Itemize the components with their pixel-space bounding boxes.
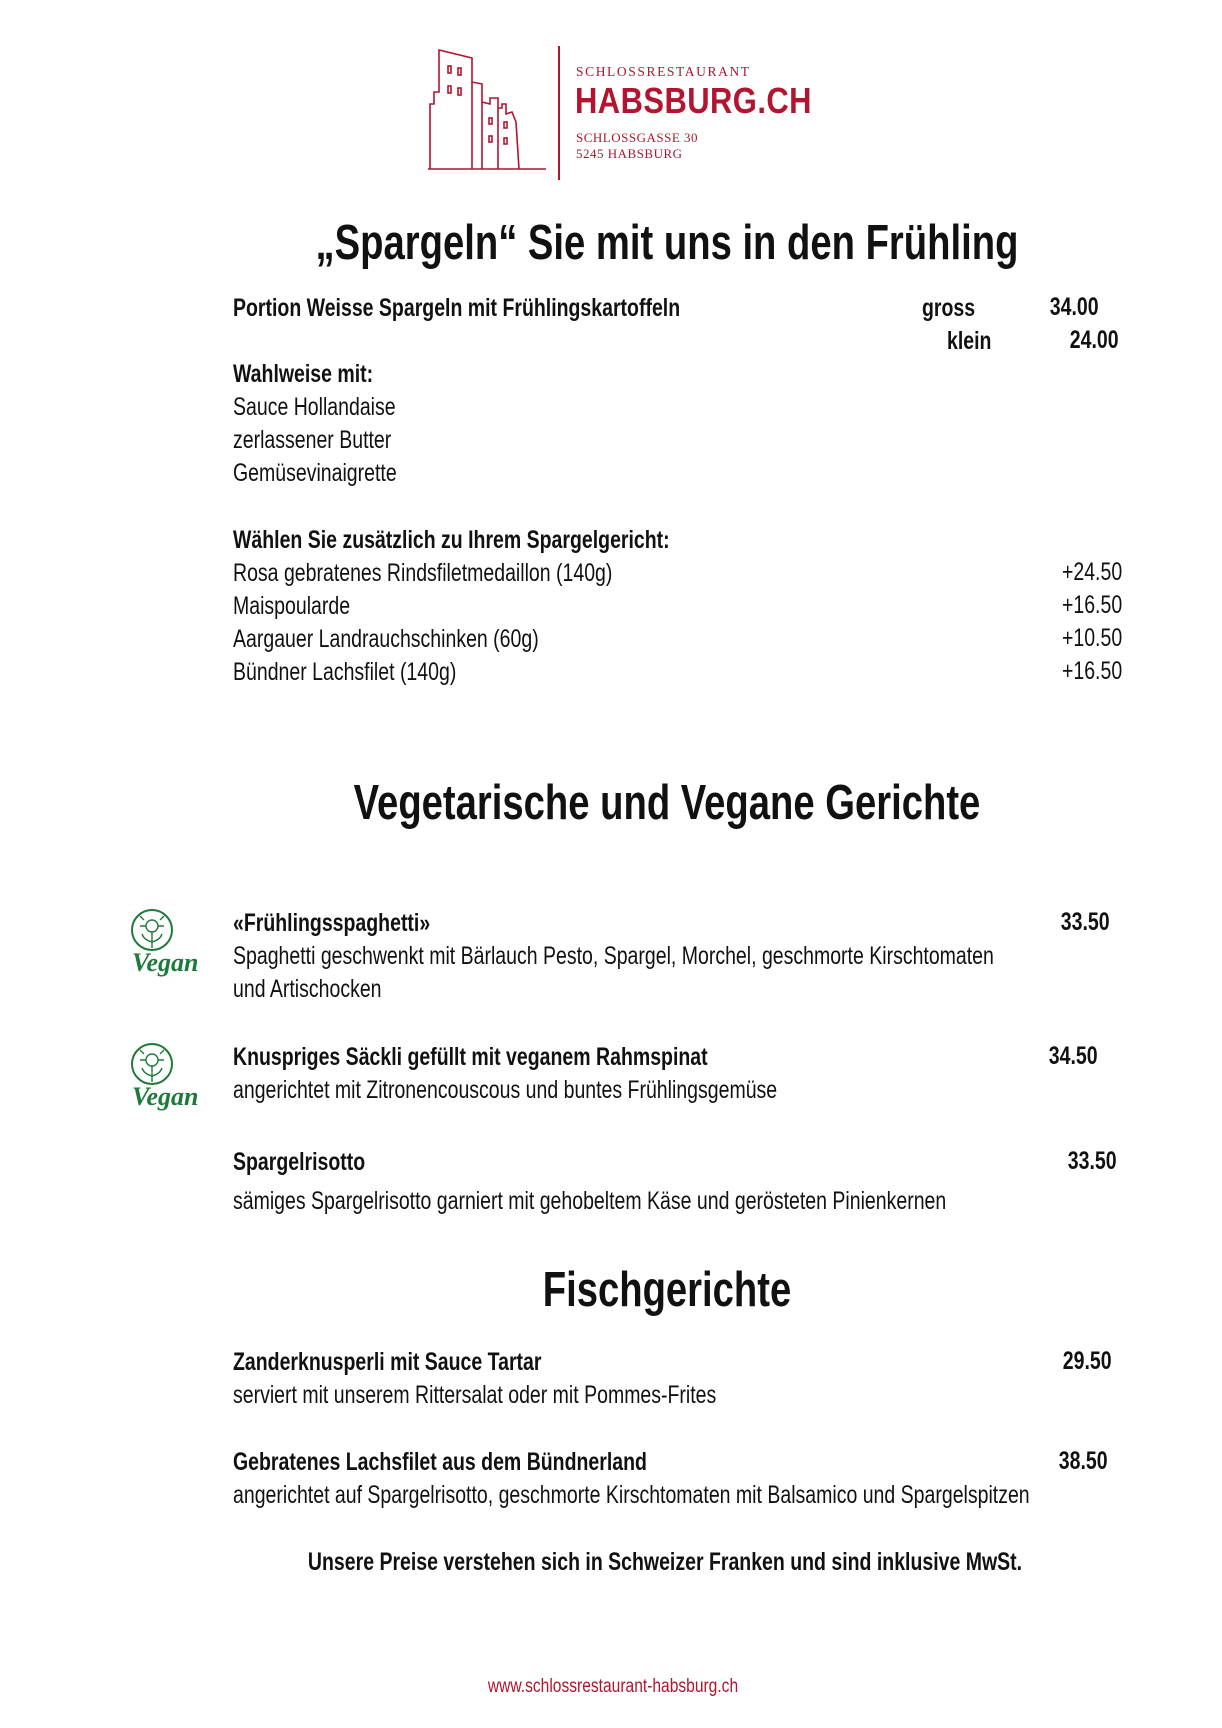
portion-label: Portion Weisse Spargeln mit Frühlingskartoffeln [233,294,681,322]
dish-name: «Frühlingsspaghetti» [233,909,431,937]
extra-item-price: +10.50 [1061,624,1122,652]
vegetarian-heading: Vegetarische und Vegane Gerichte [353,776,981,830]
dish-price: 33.50 [1061,908,1110,936]
dish-price: 33.50 [1068,1147,1117,1175]
extra-item-price: +16.50 [1061,657,1122,685]
dish-price: 38.50 [1059,1447,1108,1475]
fish-heading: Fischgerichte [542,1263,792,1317]
dish-price: 34.50 [1049,1042,1098,1070]
choice-item: zerlassener Butter [233,426,392,454]
dish-name: Gebratenes Lachsfilet aus dem Bündnerland [233,1448,647,1476]
vegan-logo-icon [116,1040,206,1120]
footer-website-link[interactable]: www.schlossrestaurant-habsburg.ch [487,1676,739,1697]
dish-description: und Artischocken [233,975,382,1003]
dish-description: angerichtet auf Spargelrisotto, geschmorte Kirschtomaten mit Balsamico und Spargelspitzen [233,1481,1030,1509]
vegan-label: Vegan [132,1082,199,1111]
extra-item-price: +24.50 [1061,558,1122,586]
brand-subtitle: SCHLOSSRESTAURANT [576,64,751,79]
choice-item: Gemüsevinaigrette [233,459,397,487]
address-street: SCHLOSSGASSE 30 [576,130,699,145]
logo-divider [558,46,560,180]
dish-name: Knuspriges Säckli gefüllt mit veganem Rahmspinat [233,1043,708,1071]
price-note: Unsere Preise verstehen sich in Schweizer Franken und sind inklusive MwSt. [307,1548,1023,1576]
dish-name: Spargelrisotto [233,1148,366,1176]
price-small: 24.00 [1070,326,1119,354]
address-city: 5245 HABSBURG [576,146,683,161]
extra-item-name: Rosa gebratenes Rindsfiletmedaillon (140g) [233,559,613,587]
dish-price: 29.50 [1063,1347,1112,1375]
asparagus-heading: „Spargeln“ Sie mit uns in den Frühling [315,216,1019,270]
vegan-label: Vegan [132,948,199,977]
choice-item: Sauce Hollandaise [233,393,396,421]
extra-item-name: Aargauer Landrauchschinken (60g) [233,625,539,653]
dish-description: sämiges Spargelrisotto garniert mit gehobeltem Käse und gerösteten Pinienkernen [233,1187,947,1215]
dish-description: serviert mit unserem Rittersalat oder mit Pommes-Frites [233,1381,717,1409]
dish-description: angerichtet mit Zitronencouscous und buntes Frühlingsgemüse [233,1076,778,1104]
brand-title: HABSBURG.CH [575,80,812,121]
dish-name: Zanderknusperli mit Sauce Tartar [233,1348,542,1376]
extra-item-price: +16.50 [1061,591,1122,619]
price-large: 34.00 [1050,293,1099,321]
size-large-label: gross [922,294,976,322]
extra-item-name: Bündner Lachsfilet (140g) [233,658,457,686]
choice-title: Wahlweise mit: [233,360,374,388]
extra-item-name: Maispoularde [233,592,351,620]
vegan-logo-icon [116,906,206,986]
extras-title: Wählen Sie zusätzlich zu Ihrem Spargelgericht: [233,526,670,554]
castle-logo [424,44,550,174]
dish-description: Spaghetti geschwenkt mit Bärlauch Pesto, Spargel, Morchel, geschmorte Kirschtomaten [233,942,994,970]
size-small-label: klein [947,327,992,355]
